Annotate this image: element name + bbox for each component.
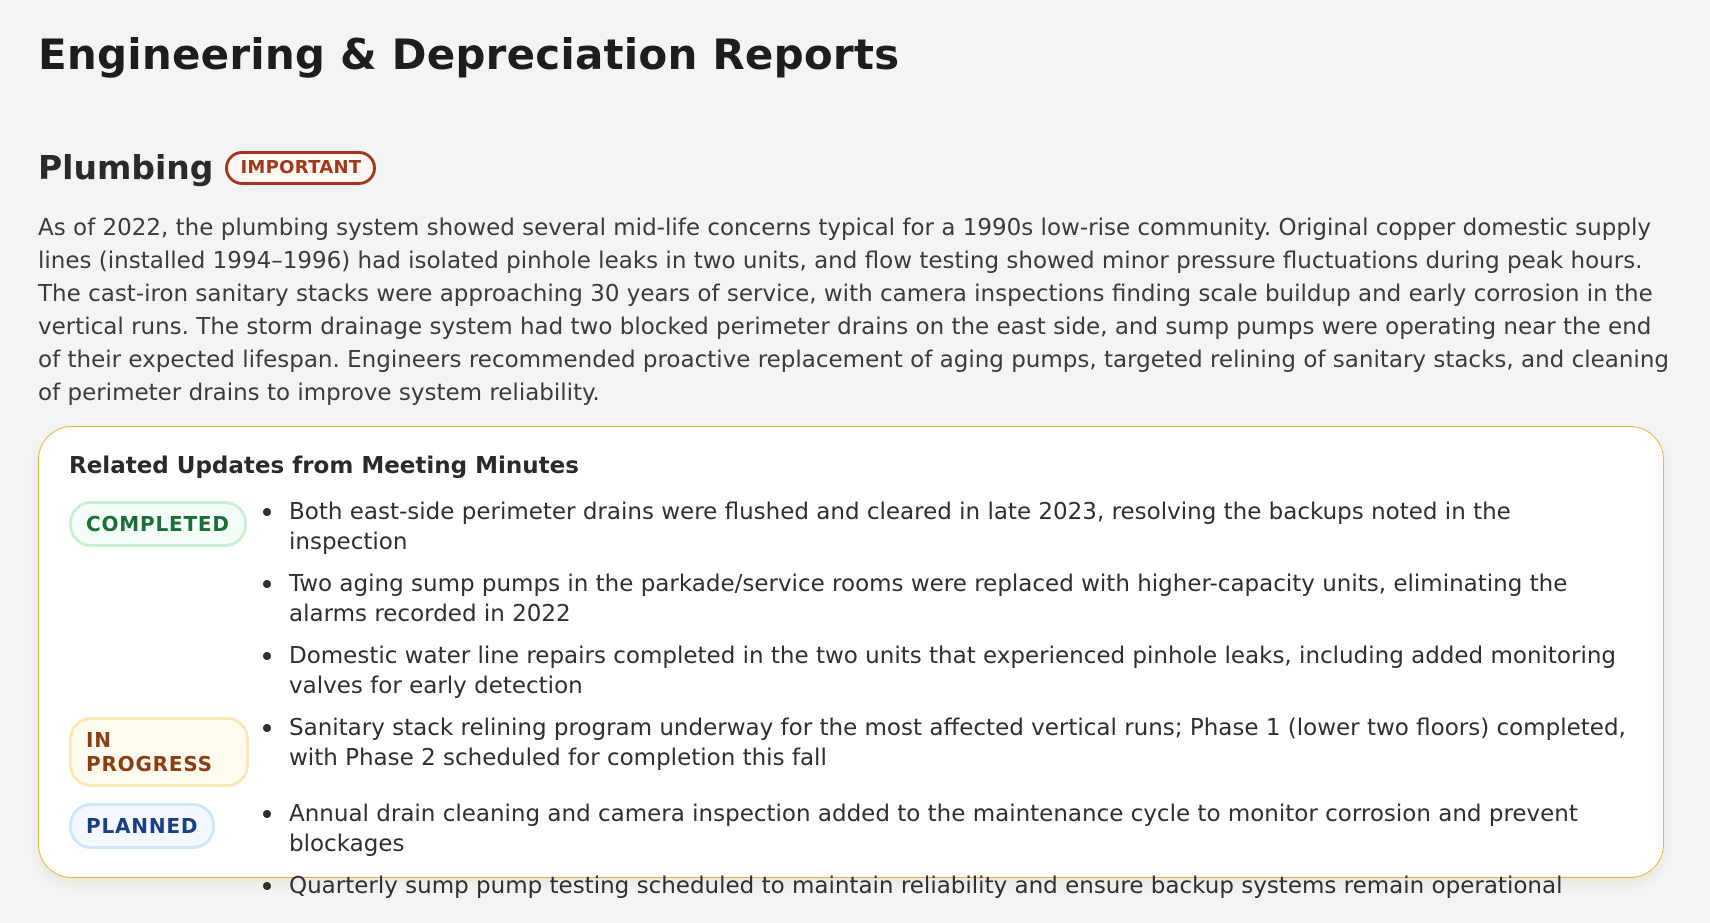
planned-badge-container — [69, 799, 249, 849]
completed-update-item: Two aging sump pumps in the parkade/service rooms were replaced with higher-capacity units, eliminating the alarms recorded in 2022 — [289, 569, 1635, 629]
in-progress-update-list — [249, 713, 1635, 773]
completed-status-badge: COMPLETED — [69, 501, 247, 547]
page-title: Engineering & Depreciation Reports — [38, 30, 900, 79]
planned-update-item: Quarterly sump pump testing scheduled to maintain reliability and ensure backup systems remain operational — [289, 871, 1635, 901]
in-progress-status-badge: IN PROGRESS — [69, 717, 249, 787]
plumbing-description: As of 2022, the plumbing system showed several mid-life concerns typical for a 1990s low-rise community. Original copper domestic supply lines (installed 1994–1996) had isolated pinhole leaks in two units, and flow testing showed minor pressure fluctuations during peak hours. The cast-iron sanitary stacks were approaching 30 years of service, with camera inspections finding scale buildup and early corrosion in the vertical runs. The storm drainage system had two blocked perimeter drains on the east side, and sump pumps were operating near the end of their expected lifespan. Engineers recommended proactive replacement of aging pumps, targeted relining of sanitary stacks, and cleaning of perimeter drains to improve system reliability. — [38, 215, 1670, 406]
completed-updates-group — [69, 497, 1635, 701]
updates-card-title: Related Updates from Meeting Minutes — [69, 453, 579, 479]
completed-update-list — [249, 497, 1635, 701]
planned-status-badge: PLANNED — [69, 803, 215, 849]
in-progress-updates-group — [69, 713, 1635, 787]
in-progress-badge-container — [69, 713, 249, 787]
plumbing-section-header — [38, 148, 376, 188]
completed-update-item: Domestic water line repairs completed in the two units that experienced pinhole leaks, including added monitoring valves for early detection — [289, 641, 1635, 701]
in-progress-update-item: Sanitary stack relining program underway for the most affected vertical runs; Phase 1 (lower two floors) completed, with Phase 2 scheduled for completion this fall — [289, 713, 1635, 773]
planned-update-item: Annual drain cleaning and camera inspection added to the maintenance cycle to monitor corrosion and prevent blockages — [289, 799, 1635, 859]
important-badge: IMPORTANT — [225, 151, 376, 185]
section-title: Plumbing — [38, 148, 214, 187]
planned-updates-group — [69, 799, 1635, 901]
meeting-updates-card — [38, 426, 1664, 899]
completed-badge-container — [69, 497, 249, 547]
completed-update-item: Both east-side perimeter drains were flushed and cleared in late 2023, resolving the backups noted in the inspection — [289, 497, 1635, 557]
planned-update-list — [249, 799, 1635, 901]
